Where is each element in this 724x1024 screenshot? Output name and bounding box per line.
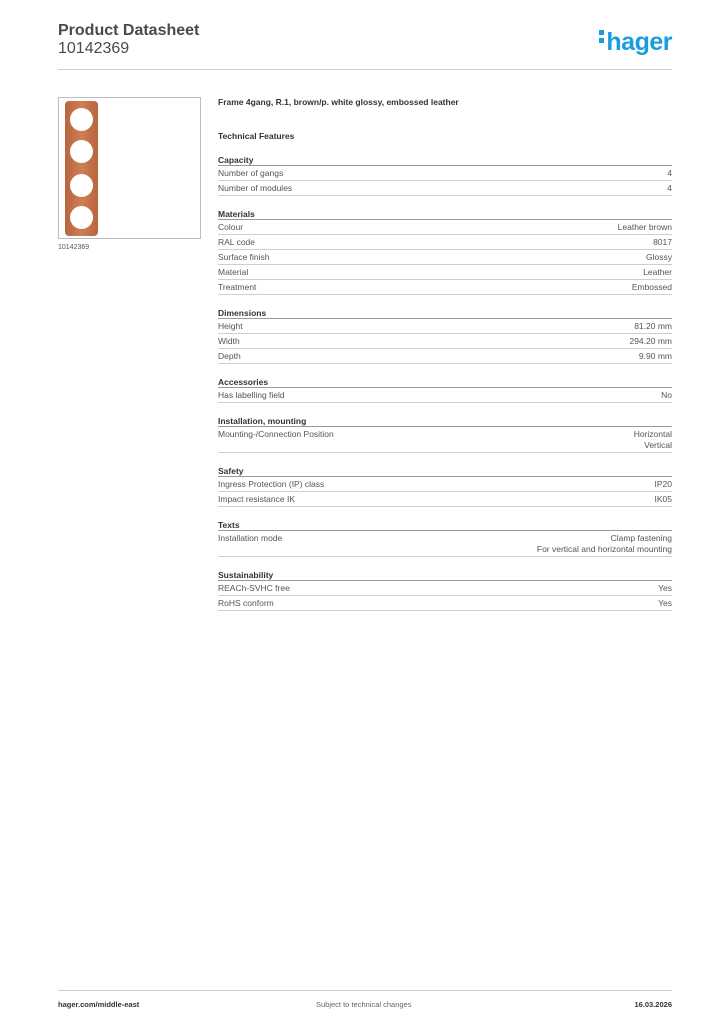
spec-values bbox=[655, 479, 673, 490]
product-description: Frame 4gang, R.1, brown/p. white glossy, embossed leather bbox=[218, 97, 459, 107]
spec-row bbox=[218, 427, 672, 453]
spec-value: Leather bbox=[643, 267, 672, 277]
spec-row bbox=[218, 166, 672, 181]
spec-value: Horizontal bbox=[633, 429, 672, 439]
logo-colon-icon bbox=[599, 30, 604, 46]
spec-values bbox=[634, 429, 672, 451]
spec-values bbox=[639, 351, 672, 362]
spec-label: Surface finish bbox=[218, 252, 270, 262]
spec-value: IP20 bbox=[654, 479, 672, 489]
spec-value: IK05 bbox=[654, 494, 672, 504]
spec-value: Glossy bbox=[646, 252, 672, 262]
technical-content bbox=[218, 96, 672, 611]
spec-label: Material bbox=[218, 267, 249, 277]
spec-values bbox=[667, 168, 672, 179]
spec-label: Mounting-/Connection Position bbox=[218, 429, 334, 439]
spec-label: Treatment bbox=[218, 282, 257, 292]
section-materials bbox=[218, 208, 672, 295]
section-texts bbox=[218, 519, 672, 557]
hager-logo bbox=[599, 28, 672, 57]
footer-notice: Subject to technical changes bbox=[316, 1000, 412, 1009]
spec-row bbox=[218, 492, 672, 507]
footer-date: 16.03.2026 bbox=[634, 1000, 672, 1009]
feature-sections bbox=[218, 154, 672, 611]
spec-row bbox=[218, 181, 672, 196]
spec-label: Has labelling field bbox=[218, 390, 285, 400]
image-caption: 10142369 bbox=[58, 244, 90, 251]
spec-label: Depth bbox=[218, 351, 241, 361]
section-safety bbox=[218, 465, 672, 507]
section-accessories bbox=[218, 376, 672, 403]
frame-opening bbox=[70, 108, 93, 131]
spec-label: RAL code bbox=[218, 237, 256, 247]
spec-value: No bbox=[661, 390, 672, 400]
frame-opening bbox=[70, 174, 93, 197]
section-title: Dimensions bbox=[218, 307, 672, 319]
spec-label: Number of modules bbox=[218, 183, 293, 193]
frame-opening bbox=[70, 140, 93, 163]
spec-value: Leather brown bbox=[617, 222, 672, 232]
spec-values bbox=[653, 237, 672, 248]
spec-value: 4 bbox=[667, 168, 672, 178]
spec-value: Vertical bbox=[644, 440, 672, 450]
spec-value: 81.20 mm bbox=[634, 321, 672, 331]
section-title: Safety bbox=[218, 465, 672, 477]
spec-values bbox=[658, 583, 672, 594]
footer-website: hager.com/middle-east bbox=[58, 1000, 140, 1009]
spec-value: Clamp fastening bbox=[610, 533, 672, 543]
section-title: Accessories bbox=[218, 376, 672, 388]
spec-values bbox=[658, 598, 672, 609]
spec-label: RoHS conform bbox=[218, 598, 274, 608]
spec-value: Yes bbox=[658, 598, 672, 608]
document-number: 10142369 bbox=[58, 40, 130, 57]
spec-values bbox=[537, 533, 672, 555]
frame-4gang-image bbox=[65, 101, 98, 236]
section-title: Materials bbox=[218, 208, 672, 220]
spec-label: REACh-SVHC free bbox=[218, 583, 290, 593]
page-footer bbox=[58, 990, 672, 1009]
spec-row bbox=[218, 280, 672, 295]
spec-value: Yes bbox=[658, 583, 672, 593]
spec-values bbox=[646, 252, 672, 263]
document-title: Product Datasheet bbox=[58, 22, 200, 39]
spec-label: Number of gangs bbox=[218, 168, 284, 178]
technical-features-title: Technical Features bbox=[218, 131, 295, 141]
spec-values bbox=[634, 321, 672, 332]
section-sustainability bbox=[218, 569, 672, 611]
spec-row bbox=[218, 581, 672, 596]
section-title: Capacity bbox=[218, 154, 672, 166]
section-title: Sustainability bbox=[218, 569, 672, 581]
frame-opening bbox=[70, 206, 93, 229]
spec-value: Embossed bbox=[631, 282, 672, 292]
spec-values bbox=[667, 183, 672, 194]
spec-row bbox=[218, 319, 672, 334]
product-image bbox=[58, 97, 201, 239]
spec-label: Height bbox=[218, 321, 243, 331]
spec-value: 8017 bbox=[653, 237, 672, 247]
spec-row bbox=[218, 596, 672, 611]
page-header bbox=[58, 22, 672, 70]
spec-row bbox=[218, 388, 672, 403]
spec-row bbox=[218, 349, 672, 364]
spec-label: Colour bbox=[218, 222, 244, 232]
spec-row bbox=[218, 531, 672, 557]
spec-values bbox=[618, 222, 672, 233]
spec-label: Installation mode bbox=[218, 533, 283, 543]
spec-values bbox=[661, 390, 672, 401]
section-dimensions bbox=[218, 307, 672, 364]
spec-values bbox=[629, 336, 672, 347]
spec-values bbox=[655, 494, 673, 505]
spec-row bbox=[218, 250, 672, 265]
spec-label: Impact resistance IK bbox=[218, 494, 296, 504]
spec-values bbox=[643, 267, 672, 278]
spec-value: 4 bbox=[667, 183, 672, 193]
spec-row bbox=[218, 235, 672, 250]
spec-value: 9.90 mm bbox=[638, 351, 672, 361]
spec-value: 294.20 mm bbox=[629, 336, 672, 346]
section-title: Texts bbox=[218, 519, 672, 531]
spec-row bbox=[218, 220, 672, 235]
section-installation-mounting bbox=[218, 415, 672, 453]
spec-value: For vertical and horizontal mounting bbox=[536, 544, 672, 554]
spec-row bbox=[218, 477, 672, 492]
spec-label: Ingress Protection (IP) class bbox=[218, 479, 325, 489]
section-capacity bbox=[218, 154, 672, 196]
logo-text: hager bbox=[606, 28, 672, 56]
spec-label: Width bbox=[218, 336, 240, 346]
spec-row bbox=[218, 334, 672, 349]
section-title: Installation, mounting bbox=[218, 415, 672, 427]
spec-values bbox=[632, 282, 672, 293]
spec-row bbox=[218, 265, 672, 280]
